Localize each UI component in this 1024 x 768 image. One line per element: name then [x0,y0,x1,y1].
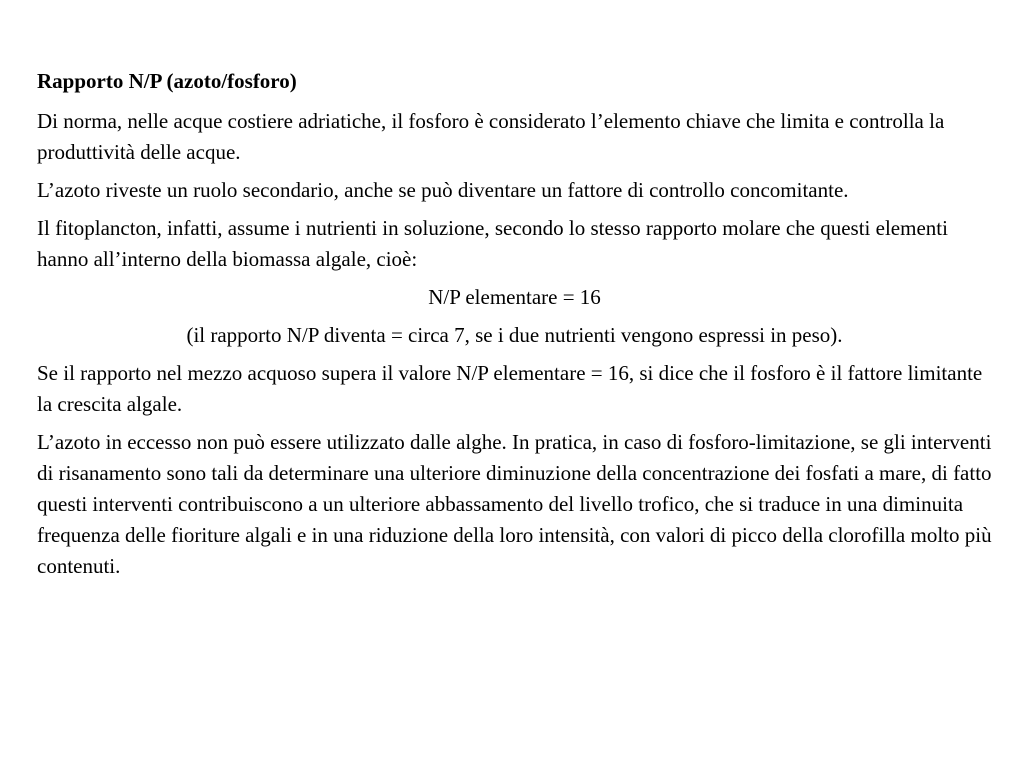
paragraph-nitrogen-secondary: L’azoto riveste un ruolo secondario, anche se può diventare un fattore di controllo concomitante. [37,178,849,202]
paragraph-phytoplankton-uptake: Il fitoplancton, infatti, assume i nutrienti in soluzione, secondo lo stesso rapporto molare che questi elementi hanno all’interno della biomassa algale, cioè: [37,216,948,271]
slide-body [37,66,992,589]
paragraph-limiting-factor: Se il rapporto nel mezzo acquoso supera il valore N/P elementare = 16, si dice che il fosforo è il fattore limitante la crescita algale. [37,361,983,416]
paragraph-phosphorus-key: Di norma, nelle acque costiere adriatiche, il fosforo è considerato l’elemento chiave che limita e controlla la produttività delle acque. [37,109,945,164]
note-weight-ratio: (il rapporto N/P diventa = circa 7, se i due nutrienti vengono espressi in peso). [186,323,843,347]
paragraph-nitrogen-excess: L’azoto in eccesso non può essere utilizzato dalle alghe. In pratica, in caso di fosforo-limitazione, se gli interventi di risanamento sono tali da determinare una ulteriore diminuzione della concentrazione dei fosfati a mare, di fatto questi interventi contribuiscono a un ulteriore abbassamento del livello trofico, che si traduce in una diminuita frequenza delle fioriture algali e in una riduzione della loro intensità, con valori di picco della clorofilla molto più contenuti. [37,430,992,578]
formula-np-ratio: N/P elementare = 16 [428,285,601,309]
slide-title: Rapporto N/P (azoto/fosforo) [37,69,297,93]
